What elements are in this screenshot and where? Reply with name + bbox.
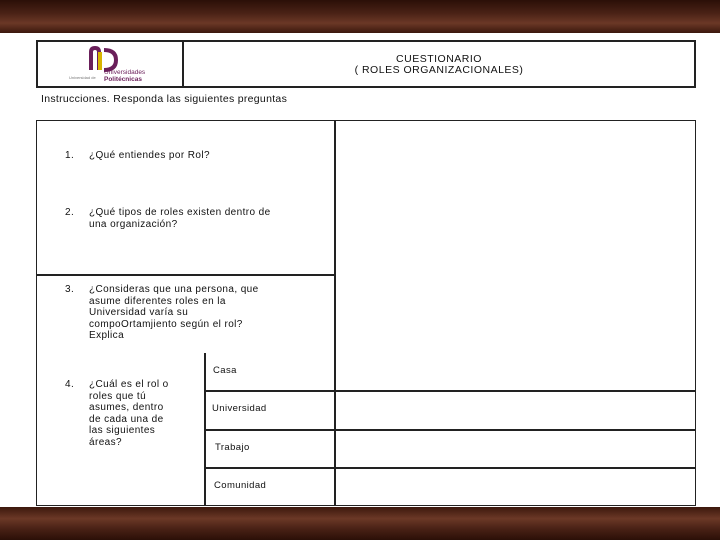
logo-name-line1: Universidades [104,69,146,76]
question-line: las siguientes [89,425,156,436]
slide-frame-bottom [0,507,720,540]
document-title: CUESTIONARIO [396,53,482,65]
instructions-text: Instrucciones. Responda las siguientes preguntas [41,93,288,105]
question-line: Explica [89,330,125,341]
logo-name-line2: Politécnicas [104,76,142,83]
question-line: ¿Cuál es el rol o [89,379,169,390]
question-text [89,150,210,162]
area-label-universidad: Universidad [212,403,267,414]
area-row-divider-3 [205,467,695,469]
question-text [89,379,169,448]
header-box [36,40,696,88]
row-divider-q2 [37,274,334,276]
area-label-casa: Casa [213,365,237,376]
question-line: ¿Qué entiendes por Rol? [89,150,210,161]
question-number: 2. [65,207,75,218]
slide-frame-top [0,0,720,33]
question-number: 4. [65,379,75,390]
question-line: ¿Qué tipos de roles existen dentro de [89,207,271,218]
logo-caption: Universidad de [69,75,96,80]
document-subtitle: ( ROLES ORGANIZACIONALES) [354,64,524,76]
area-row-divider-2 [205,429,695,431]
area-row-divider-1 [205,390,695,392]
question-line: asumes, dentro [89,402,164,413]
question-line: de cada una de [89,413,164,425]
question-line: roles que tú [89,390,147,402]
column-divider [334,121,336,505]
question-line: áreas? [89,436,122,448]
question-line: asume diferentes roles en la [89,295,226,307]
question-line: compoOrtamjiento según el rol? [89,318,243,330]
questionnaire-table [36,120,696,506]
logo-cell [38,42,184,86]
question-number: 3. [65,284,75,295]
question-number: 1. [65,150,75,161]
title-cell [184,42,694,86]
question-line: Universidad varía su [89,307,189,318]
area-label-comunidad: Comunidad [214,480,267,491]
question-line: una organización? [89,218,178,230]
question-text [89,207,271,230]
question-line: ¿Consideras que una persona, que [89,284,259,295]
area-label-trabajo: Trabajo [215,442,250,453]
question-text [89,284,259,342]
logo-text [104,69,184,83]
